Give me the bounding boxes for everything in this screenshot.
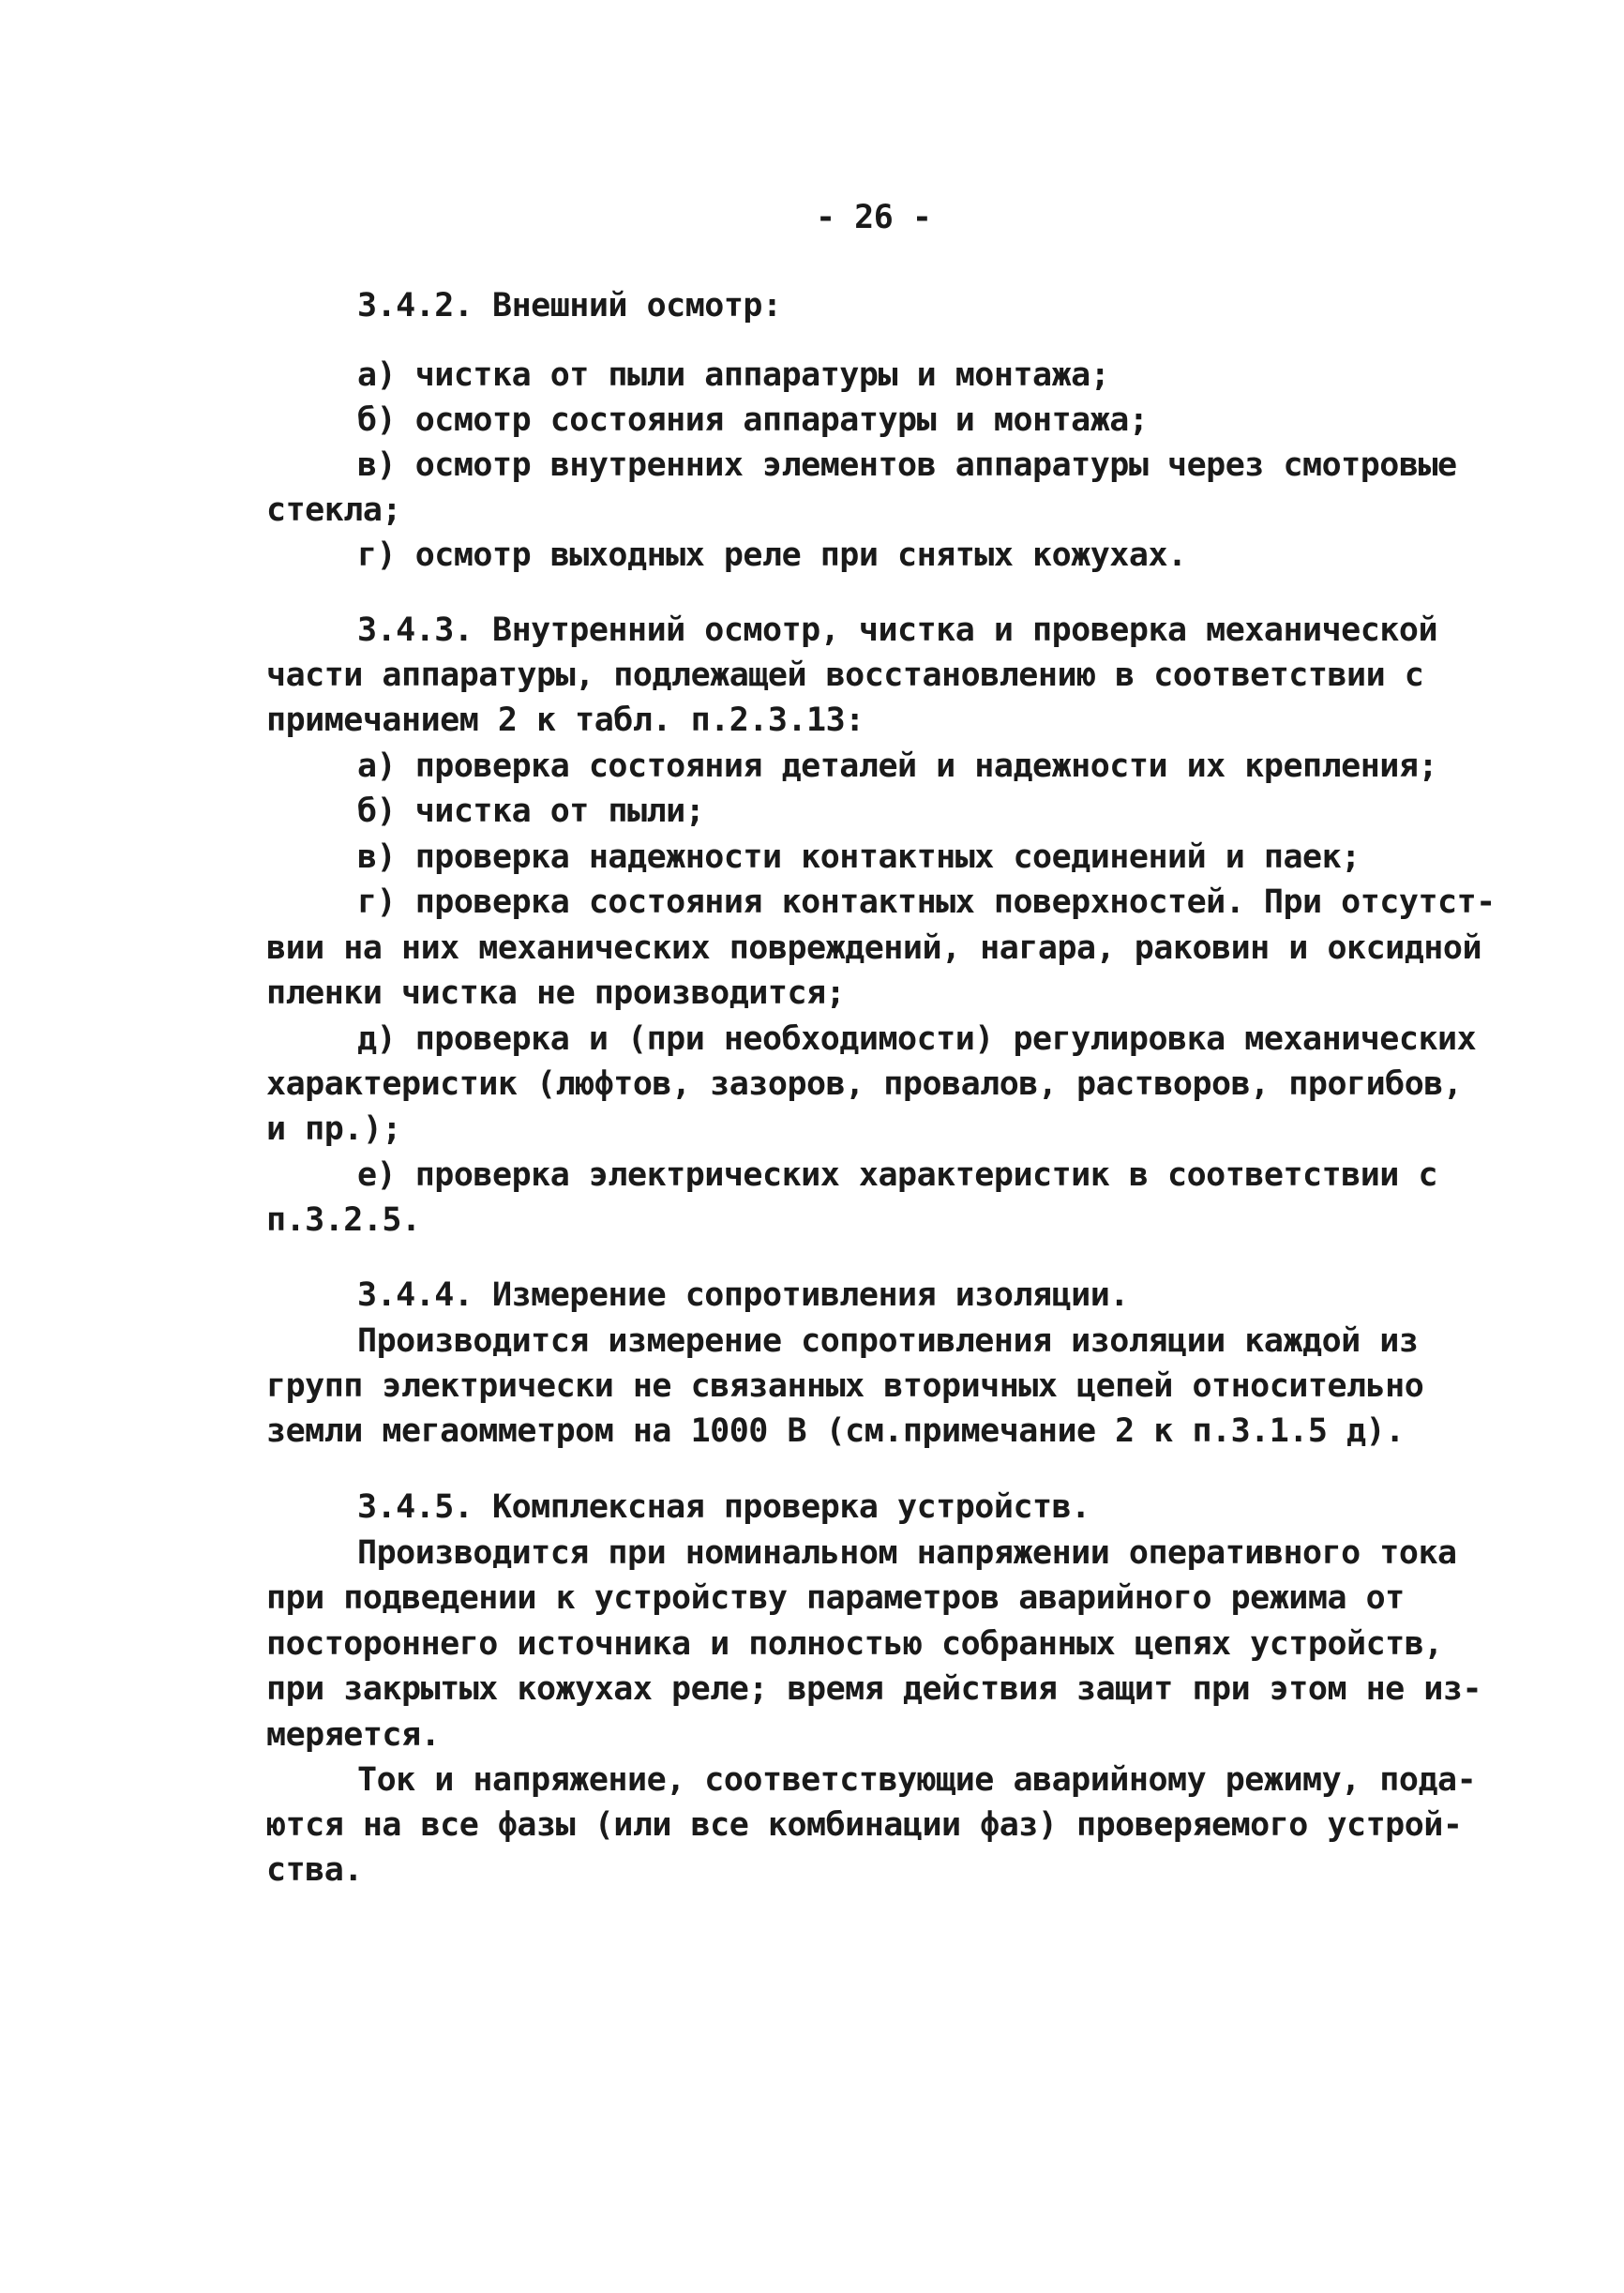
text-line: д) проверка и (при необходимости) регулировка механических [357,1020,1477,1058]
text-line: е) проверка электрических характеристик в соответствии с [357,1156,1438,1194]
text-line: Производится при номинальном напряжении оперативного тока [357,1534,1457,1572]
text-line: при закрытых кожухах реле; время действия защит при этом не из- [266,1670,1482,1708]
text-line: Ток и напряжение, соответствующие аварийному режиму, пода- [357,1761,1477,1799]
text-line: в) осмотр внутренних элементов аппаратуры через смотровые [357,446,1457,484]
page-number: - 26 - [816,199,932,236]
text-line: и пр.); [266,1110,402,1148]
section-heading-3-4-3: 3.4.3. Внутренний осмотр, чистка и проверка механической [357,611,1438,649]
text-line: примечанием 2 к табл. п.2.3.13: [266,701,865,739]
text-line: Производится измерение сопротивления изоляции каждой из [357,1322,1419,1360]
section-heading-3-4-4: 3.4.4. Измерение сопротивления изоляции. [357,1276,1129,1314]
text-line: в) проверка надежности контактных соединений и паек; [357,838,1361,876]
text-line: земли мегаомметром на 1000 В (см.примечание 2 к п.3.1.5 д). [266,1412,1405,1450]
text-line: вии на них механических повреждений, нагара, раковин и оксидной [266,929,1482,967]
text-line: б) осмотр состояния аппаратуры и монтажа; [357,401,1149,439]
text-line: пленки чистка не производится; [266,974,846,1012]
text-line: части аппаратуры, подлежащей восстановлению в соответствии с [266,656,1424,694]
text-line: г) осмотр выходных реле при снятых кожухах. [357,536,1187,574]
section-heading-3-4-5: 3.4.5. Комплексная проверка устройств. [357,1488,1090,1526]
text-line: меряется. [266,1716,441,1754]
text-line: характеристик (люфтов, зазоров, провалов, растворов, прогибов, [266,1065,1463,1103]
text-line: при подведении к устройству параметров аварийного режима от [266,1579,1405,1617]
text-line: г) проверка состояния контактных поверхностей. При отсутст- [357,883,1496,921]
section-heading-3-4-2: 3.4.2. Внешний осмотр: [357,287,782,324]
text-line: стекла; [266,491,402,529]
text-line: ства. [266,1851,363,1889]
text-line: б) чистка от пыли; [357,792,705,830]
text-line: п.3.2.5. [266,1201,421,1239]
text-line: групп электрически не связанных вторичных цепей относительно [266,1367,1424,1405]
text-line: а) проверка состояния деталей и надежности их крепления; [357,747,1438,785]
text-line: постороннего источника и полностью собранных цепях устройств, [266,1625,1443,1663]
text-line: ются на все фазы (или все комбинации фаз) проверяемого устрой- [266,1806,1463,1844]
text-line: а) чистка от пыли аппаратуры и монтажа; [357,356,1110,394]
